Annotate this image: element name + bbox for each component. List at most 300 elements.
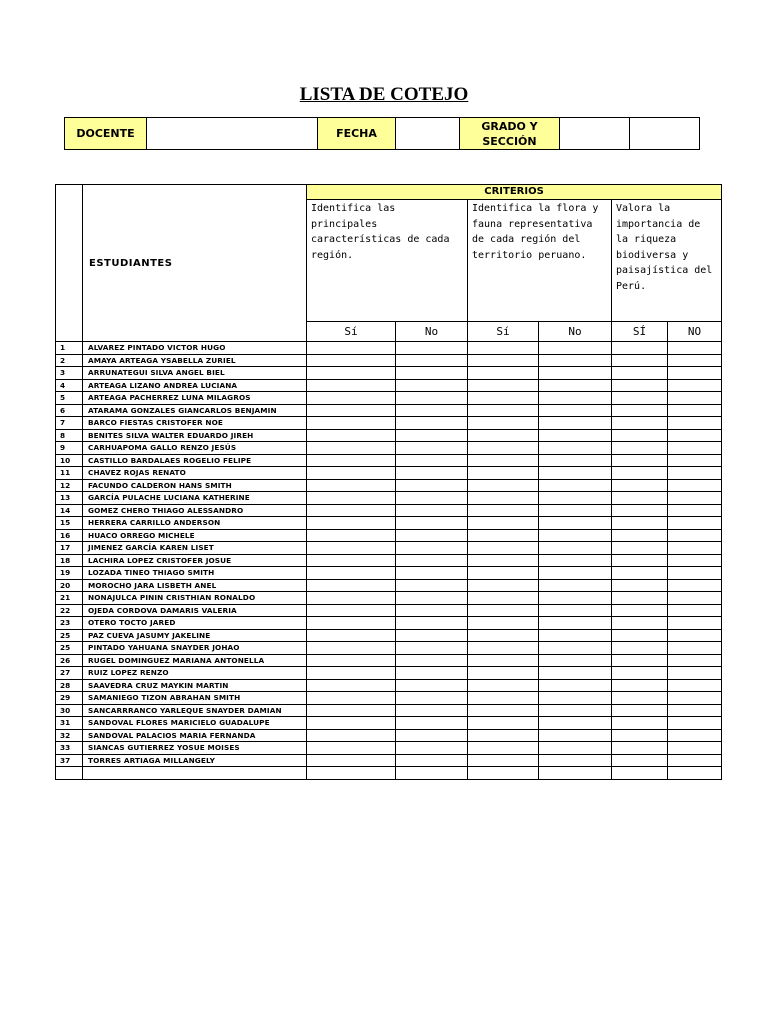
check-cell[interactable] [468,767,539,780]
table-row [56,354,722,367]
check-cell[interactable] [539,379,612,392]
check-cell[interactable] [612,592,668,605]
check-cell[interactable] [396,654,468,667]
table-row [56,392,722,405]
table-row [56,542,722,555]
check-cell[interactable] [539,654,612,667]
check-cell[interactable] [539,492,612,505]
check-cell[interactable] [612,454,668,467]
check-cell[interactable] [468,704,539,717]
table-row [56,767,722,780]
check-cell[interactable] [307,729,396,742]
check-cell[interactable] [668,754,722,767]
check-cell[interactable] [307,692,396,705]
check-cell[interactable] [468,417,539,430]
check-cell[interactable] [539,704,612,717]
answer-si-2: Sí [468,322,539,342]
student-number: 9 [56,442,83,455]
check-cell[interactable] [307,667,396,680]
check-cell[interactable] [468,667,539,680]
criterios-header: CRITERIOS [307,185,722,200]
check-cell[interactable] [539,692,612,705]
check-cell[interactable] [612,692,668,705]
check-cell[interactable] [668,417,722,430]
student-name: AMAYA ARTEAGA YSABELLA ZURIEL [83,354,307,367]
check-cell[interactable] [307,367,396,380]
check-cell[interactable] [612,754,668,767]
check-cell[interactable] [539,679,612,692]
student-number: 4 [56,379,83,392]
check-cell[interactable] [668,617,722,630]
check-cell[interactable] [668,654,722,667]
check-cell[interactable] [612,392,668,405]
table-row [56,479,722,492]
check-cell[interactable] [539,454,612,467]
check-cell[interactable] [468,354,539,367]
student-number: 16 [56,529,83,542]
check-cell[interactable] [539,417,612,430]
check-cell[interactable] [668,767,722,780]
check-cell[interactable] [307,629,396,642]
check-cell[interactable] [396,429,468,442]
check-cell[interactable] [468,467,539,480]
student-number: 29 [56,692,83,705]
student-name: JIMENEZ GARCÍA KAREN LISET [83,542,307,555]
student-number: 37 [56,754,83,767]
student-number: 19 [56,567,83,580]
check-cell[interactable] [539,342,612,355]
check-cell[interactable] [539,642,612,655]
check-cell[interactable] [539,604,612,617]
check-cell[interactable] [468,542,539,555]
check-cell[interactable] [612,542,668,555]
check-cell[interactable] [396,367,468,380]
check-cell[interactable] [468,692,539,705]
check-cell[interactable] [612,654,668,667]
check-cell[interactable] [668,342,722,355]
student-name: SIANCAS GUTIERREZ YOSUE MOISES [83,742,307,755]
check-cell[interactable] [539,404,612,417]
check-cell[interactable] [468,742,539,755]
check-cell[interactable] [468,442,539,455]
check-cell[interactable] [396,579,468,592]
check-cell[interactable] [307,717,396,730]
check-cell[interactable] [668,429,722,442]
check-cell[interactable] [612,529,668,542]
table-row [56,417,722,430]
check-cell[interactable] [468,729,539,742]
student-number: 20 [56,579,83,592]
check-cell[interactable] [668,367,722,380]
check-cell[interactable] [612,667,668,680]
check-cell[interactable] [468,579,539,592]
check-cell[interactable] [468,654,539,667]
check-cell[interactable] [539,554,612,567]
check-cell[interactable] [307,754,396,767]
check-cell[interactable] [539,354,612,367]
check-cell[interactable] [307,492,396,505]
check-cell[interactable] [668,629,722,642]
check-cell[interactable] [396,629,468,642]
student-number: 10 [56,454,83,467]
check-cell[interactable] [612,579,668,592]
check-cell[interactable] [668,704,722,717]
check-cell[interactable] [539,717,612,730]
check-cell[interactable] [668,667,722,680]
check-cell[interactable] [612,492,668,505]
check-cell[interactable] [668,379,722,392]
student-name: BENITES SILVA WALTER EDUARDO JIREH [83,429,307,442]
header-table [64,117,700,150]
check-cell[interactable] [539,479,612,492]
student-name: HERRERA CARRILLO ANDERSON [83,517,307,530]
answer-no-1: No [396,322,468,342]
check-cell[interactable] [668,554,722,567]
check-cell[interactable] [396,504,468,517]
check-cell[interactable] [668,692,722,705]
check-cell[interactable] [612,404,668,417]
check-cell[interactable] [539,742,612,755]
check-cell[interactable] [307,404,396,417]
check-cell[interactable] [668,542,722,555]
check-cell[interactable] [468,392,539,405]
check-cell[interactable] [668,742,722,755]
check-cell[interactable] [396,404,468,417]
check-cell[interactable] [468,379,539,392]
check-cell[interactable] [307,342,396,355]
student-name: BARCO FIESTAS CRISTOFER NOE [83,417,307,430]
check-cell[interactable] [307,654,396,667]
check-cell[interactable] [539,629,612,642]
check-cell[interactable] [668,642,722,655]
check-cell[interactable] [307,517,396,530]
table-row [56,704,722,717]
student-number: 8 [56,429,83,442]
check-cell[interactable] [468,679,539,692]
check-cell[interactable] [668,729,722,742]
table-row [56,454,722,467]
check-cell[interactable] [468,404,539,417]
check-cell[interactable] [396,617,468,630]
table-row [56,592,722,605]
table-row [56,404,722,417]
check-cell[interactable] [307,567,396,580]
student-name: PAZ CUEVA JASUMY JAKELINE [83,629,307,642]
check-cell[interactable] [307,554,396,567]
student-number: 25 [56,629,83,642]
student-name [83,767,307,780]
check-cell[interactable] [307,604,396,617]
check-cell[interactable] [612,379,668,392]
criterion-1: Identifica las principales características de cada región. [307,200,468,322]
check-cell[interactable] [668,442,722,455]
check-cell[interactable] [396,604,468,617]
check-cell[interactable] [307,479,396,492]
check-cell[interactable] [396,517,468,530]
docente-label: DOCENTE [65,118,147,150]
student-name: SANDOVAL PALACIOS MARIA FERNANDA [83,729,307,742]
check-cell[interactable] [307,392,396,405]
check-cell[interactable] [668,604,722,617]
number-header-cell [56,185,83,342]
check-cell[interactable] [396,704,468,717]
check-cell[interactable] [612,767,668,780]
student-number: 28 [56,679,83,692]
check-cell[interactable] [307,429,396,442]
check-cell[interactable] [396,742,468,755]
table-row [56,692,722,705]
student-number: 33 [56,742,83,755]
table-row [56,729,722,742]
check-cell[interactable] [396,442,468,455]
criterion-2: Identifica la flora y fauna representativa de cada región del territorio peruano. [468,200,612,322]
student-name: SAMANIEGO TIZON ABRAHAN SMITH [83,692,307,705]
check-cell[interactable] [468,592,539,605]
check-cell[interactable] [307,454,396,467]
check-cell[interactable] [612,517,668,530]
table-row [56,717,722,730]
check-cell[interactable] [307,542,396,555]
student-number: 23 [56,617,83,630]
check-cell[interactable] [668,392,722,405]
check-cell[interactable] [612,429,668,442]
check-cell[interactable] [668,717,722,730]
docente-field[interactable] [147,118,318,150]
check-cell[interactable] [307,704,396,717]
student-name: MOROCHO JARA LISBETH ANEL [83,579,307,592]
check-cell[interactable] [668,517,722,530]
check-cell[interactable] [468,529,539,542]
student-name: ATARAMA GONZALES GIANCARLOS BENJAMIN [83,404,307,417]
check-cell[interactable] [539,367,612,380]
check-cell[interactable] [396,529,468,542]
student-number: 22 [56,604,83,617]
student-name: LOZADA TINEO THIAGO SMITH [83,567,307,580]
check-cell[interactable] [396,717,468,730]
check-cell[interactable] [612,742,668,755]
check-cell[interactable] [468,754,539,767]
check-cell[interactable] [612,504,668,517]
student-name: SANDOVAL FLORES MARICIELO GUADALUPE [83,717,307,730]
check-cell[interactable] [612,354,668,367]
student-number: 18 [56,554,83,567]
seccion-field[interactable] [630,118,700,150]
check-cell[interactable] [307,767,396,780]
check-cell[interactable] [396,467,468,480]
table-row [56,667,722,680]
check-cell[interactable] [468,554,539,567]
table-row [56,492,722,505]
table-row [56,554,722,567]
check-cell[interactable] [539,542,612,555]
check-cell[interactable] [468,479,539,492]
student-number: 13 [56,492,83,505]
student-name: CASTILLO BARDALAES ROGELIO FELIPE [83,454,307,467]
check-cell[interactable] [396,417,468,430]
check-cell[interactable] [307,592,396,605]
check-cell[interactable] [612,554,668,567]
check-cell[interactable] [539,442,612,455]
check-cell[interactable] [612,729,668,742]
check-cell[interactable] [468,504,539,517]
check-cell[interactable] [396,492,468,505]
fecha-field[interactable] [396,118,460,150]
check-cell[interactable] [468,604,539,617]
criterion-3: Valora la importancia de la riqueza biodiversa y paisajística del Perú. [612,200,722,322]
check-cell[interactable] [612,567,668,580]
check-cell[interactable] [539,429,612,442]
check-cell[interactable] [396,567,468,580]
student-number: 14 [56,504,83,517]
check-cell[interactable] [307,504,396,517]
check-cell[interactable] [539,617,612,630]
check-cell[interactable] [668,567,722,580]
answer-si-3: SÍ [612,322,668,342]
check-cell[interactable] [612,467,668,480]
table-row [56,342,722,355]
check-cell[interactable] [668,592,722,605]
check-cell[interactable] [468,642,539,655]
check-cell[interactable] [396,379,468,392]
check-cell[interactable] [668,579,722,592]
student-number: 1 [56,342,83,355]
check-cell[interactable] [539,517,612,530]
check-cell[interactable] [396,354,468,367]
check-cell[interactable] [468,492,539,505]
check-cell[interactable] [668,679,722,692]
check-cell[interactable] [539,467,612,480]
check-cell[interactable] [668,467,722,480]
table-row [56,679,722,692]
check-cell[interactable] [612,617,668,630]
check-cell[interactable] [468,717,539,730]
check-cell[interactable] [668,454,722,467]
check-cell[interactable] [612,417,668,430]
student-number: 5 [56,392,83,405]
check-cell[interactable] [539,767,612,780]
check-cell[interactable] [307,579,396,592]
check-cell[interactable] [668,479,722,492]
check-cell[interactable] [307,679,396,692]
student-number: 32 [56,729,83,742]
table-row [56,742,722,755]
check-cell[interactable] [307,467,396,480]
answer-no-3: NO [668,322,722,342]
student-name: ARRUNATEGUI SILVA ANGEL BIEL [83,367,307,380]
check-cell[interactable] [539,754,612,767]
check-cell[interactable] [612,704,668,717]
check-cell[interactable] [468,367,539,380]
answer-no-2: No [539,322,612,342]
check-cell[interactable] [396,342,468,355]
check-cell[interactable] [396,754,468,767]
table-row [56,617,722,630]
check-cell[interactable] [396,679,468,692]
student-name: RUIZ LOPEZ RENZO [83,667,307,680]
check-cell[interactable] [468,429,539,442]
check-cell[interactable] [307,617,396,630]
check-cell[interactable] [396,729,468,742]
check-cell[interactable] [612,717,668,730]
check-cell[interactable] [668,504,722,517]
check-cell[interactable] [539,529,612,542]
page-title: LISTA DE COTEJO [299,84,469,105]
check-cell[interactable] [539,392,612,405]
check-cell[interactable] [468,454,539,467]
check-cell[interactable] [539,667,612,680]
table-row [56,467,722,480]
check-cell[interactable] [307,379,396,392]
table-row [56,754,722,767]
check-cell[interactable] [539,504,612,517]
check-cell[interactable] [668,529,722,542]
check-cell[interactable] [468,617,539,630]
check-cell[interactable] [307,742,396,755]
check-cell[interactable] [396,392,468,405]
check-cell[interactable] [307,529,396,542]
check-cell[interactable] [307,442,396,455]
check-cell[interactable] [396,642,468,655]
check-cell[interactable] [539,729,612,742]
check-cell[interactable] [468,517,539,530]
check-cell[interactable] [612,642,668,655]
check-cell[interactable] [307,642,396,655]
check-cell[interactable] [396,692,468,705]
student-number: 11 [56,467,83,480]
check-cell[interactable] [668,404,722,417]
table-row [56,579,722,592]
student-name: OTERO TOCTO JARED [83,617,307,630]
student-name: ALVAREZ PINTADO VICTOR HUGO [83,342,307,355]
student-number: 7 [56,417,83,430]
check-cell[interactable] [539,579,612,592]
check-cell[interactable] [539,592,612,605]
check-cell[interactable] [396,592,468,605]
check-cell[interactable] [396,542,468,555]
check-cell[interactable] [612,342,668,355]
check-cell[interactable] [612,442,668,455]
check-cell[interactable] [668,492,722,505]
check-cell[interactable] [612,604,668,617]
check-cell[interactable] [396,454,468,467]
check-cell[interactable] [539,567,612,580]
check-cell[interactable] [468,629,539,642]
table-row [56,429,722,442]
check-cell[interactable] [612,479,668,492]
table-row [56,642,722,655]
student-number: 25 [56,642,83,655]
check-cell[interactable] [612,679,668,692]
check-cell[interactable] [307,354,396,367]
check-cell[interactable] [396,767,468,780]
check-cell[interactable] [307,417,396,430]
grado-field[interactable] [560,118,630,150]
answer-si-1: Sí [307,322,396,342]
checklist-table [55,184,722,780]
student-name: ARTEAGA LIZANO ANDREA LUCIANA [83,379,307,392]
check-cell[interactable] [468,342,539,355]
grado-label-line1: GRADO Y [481,119,538,133]
check-cell[interactable] [612,367,668,380]
check-cell[interactable] [396,479,468,492]
estudiantes-header: ESTUDIANTES [83,185,307,342]
check-cell[interactable] [612,629,668,642]
student-number: 12 [56,479,83,492]
check-cell[interactable] [396,554,468,567]
check-cell[interactable] [396,667,468,680]
check-cell[interactable] [468,567,539,580]
check-cell[interactable] [668,354,722,367]
